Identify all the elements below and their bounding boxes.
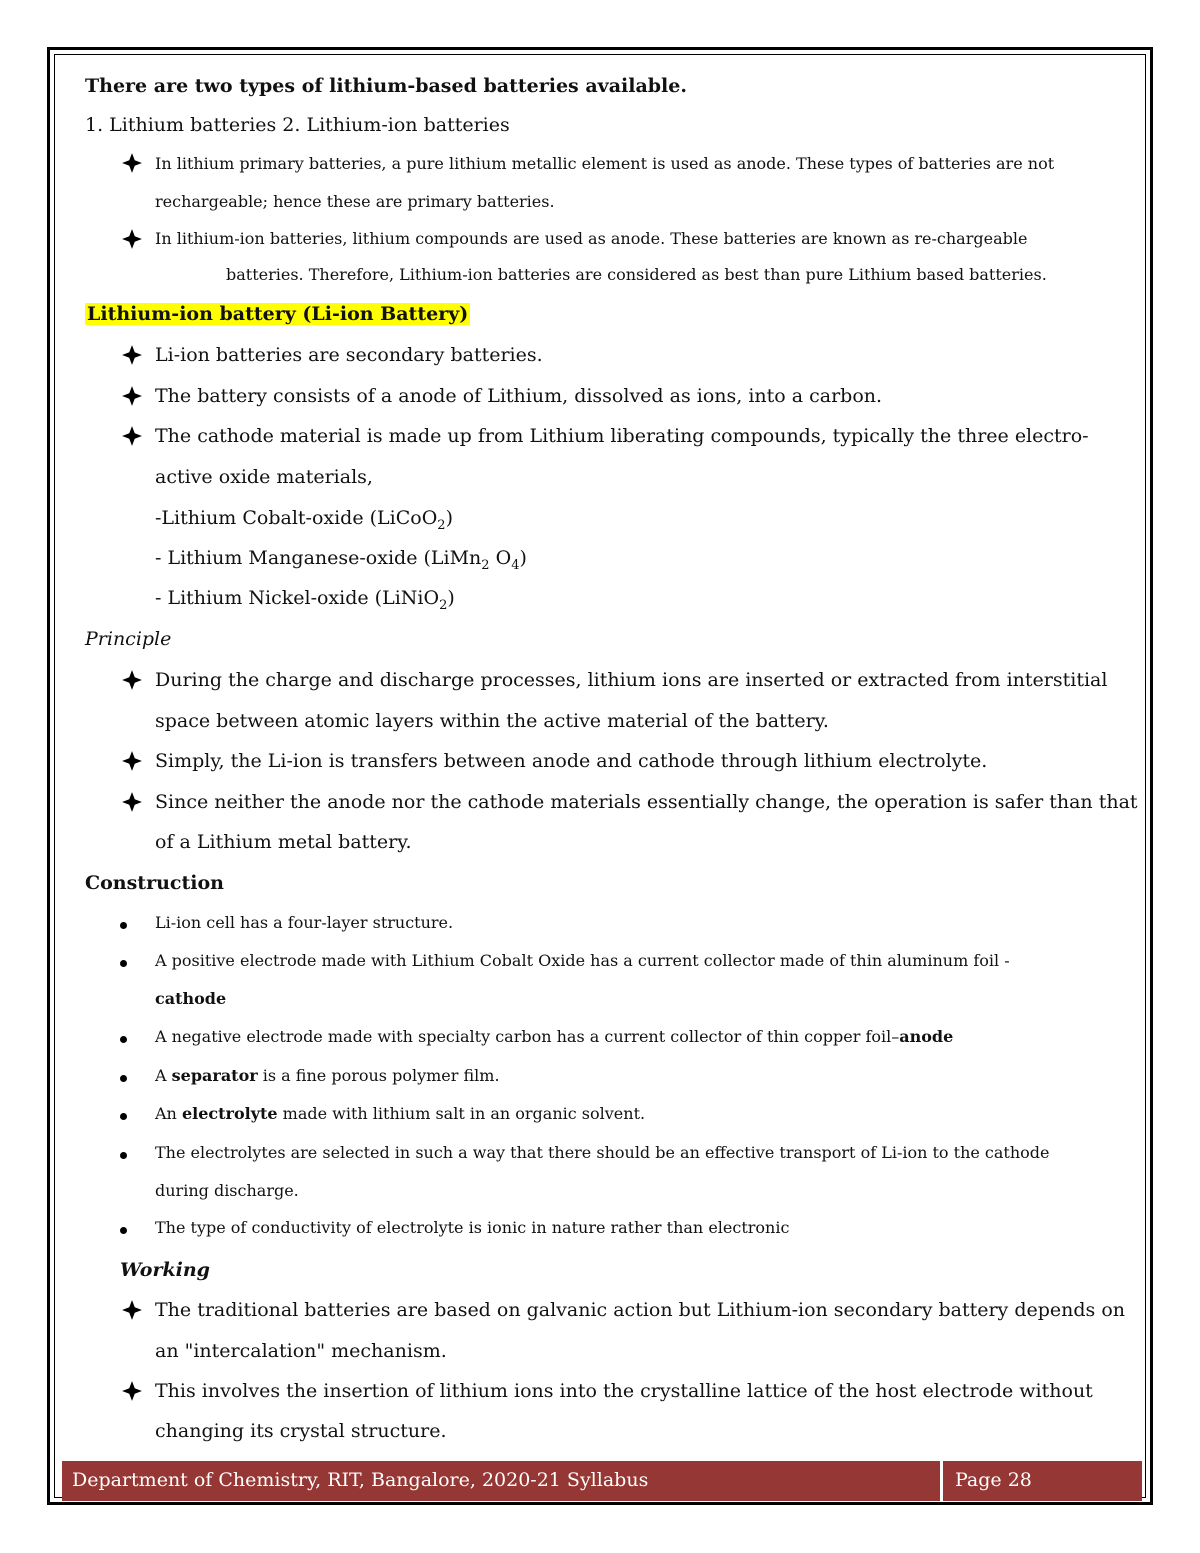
working-heading: Working — [120, 1259, 210, 1281]
ion-battery-text-1: In lithium-ion batteries, lithium compounds are used as anode. These batteries are known as re-chargeable — [155, 229, 1028, 248]
primary-battery-text-2: rechargeable; hence these are primary batteries. — [155, 192, 555, 211]
highlighted-heading: Lithium-ion battery (Li-ion Battery) — [87, 303, 469, 325]
round-bullet-icon — [120, 1075, 127, 1082]
diamond-bullet-icon — [121, 1299, 143, 1321]
construction-item-3: A negative electrode made with specialty carbon has a current collector of thin copper foil–anode — [155, 1027, 954, 1046]
round-bullet-icon — [120, 1152, 127, 1159]
battery-types-line: 1. Lithium batteries 2. Lithium-ion batteries — [85, 114, 510, 136]
footer-page-number: Page 28 — [955, 1469, 1032, 1491]
working-bullet-2-line-2: changing its crystal structure. — [155, 1420, 447, 1442]
construction-item-5: An electrolyte made with lithium salt in an organic solvent. — [155, 1104, 646, 1123]
footer-department: Department of Chemistry, RIT, Bangalore, 2020-21 Syllabus — [72, 1469, 649, 1491]
diamond-bullet-icon — [121, 425, 143, 447]
principle-bullet-2: Simply, the Li-ion is transfers between anode and cathode through lithium electrolyte. — [155, 750, 988, 772]
primary-battery-text-1: In lithium primary batteries, a pure lithium metallic element is used as anode. These types of batteries are not — [155, 154, 1055, 173]
construction-item-6-line-2: during discharge. — [155, 1181, 299, 1200]
working-bullet-1-line-1: The traditional batteries are based on galvanic action but Lithium-ion secondary battery depends on — [155, 1299, 1126, 1321]
page-footer — [62, 1461, 1142, 1501]
ion-battery-text-2: batteries. Therefore, Lithium-ion batteries are considered as best than pure Lithium based batteries. — [226, 265, 1047, 284]
round-bullet-icon — [120, 1113, 127, 1120]
construction-item-7: The type of conductivity of electrolyte is ionic in nature rather than electronic — [155, 1218, 790, 1237]
diamond-bullet-icon — [121, 1380, 143, 1402]
diamond-bullet-icon — [121, 750, 143, 772]
construction-heading: Construction — [85, 872, 224, 894]
diamond-bullet-icon — [121, 669, 143, 691]
principle-bullet-3-line-2: of a Lithium metal battery. — [155, 831, 412, 853]
construction-item-2-line-1: A positive electrode made with Lithium Cobalt Oxide has a current collector made of thin aluminum foil - — [155, 951, 1010, 970]
working-bullet-1-line-2: an "intercalation" mechanism. — [155, 1340, 447, 1362]
diamond-bullet-icon — [121, 791, 143, 813]
working-bullet-2-line-1: This involves the insertion of lithium ions into the crystalline lattice of the host electrode without — [155, 1380, 1093, 1402]
liion-bullet-1: Li-ion batteries are secondary batteries. — [155, 344, 543, 366]
oxide-nickel: - Lithium Nickel-oxide (LiNiO$_2$) — [155, 587, 455, 613]
principle-bullet-1-line-1: During the charge and discharge processes, lithium ions are inserted or extracted from interstitial — [155, 669, 1108, 691]
construction-item-4: A separator is a fine porous polymer film. — [155, 1066, 500, 1085]
construction-item-2-line-2: cathode — [155, 989, 227, 1008]
intro-heading: There are two types of lithium-based batteries available. — [85, 75, 687, 97]
round-bullet-icon — [120, 1036, 127, 1043]
liion-heading — [85, 303, 470, 325]
footer-divider — [940, 1461, 943, 1501]
liion-bullet-3-line-2: active oxide materials, — [155, 466, 373, 488]
round-bullet-icon — [120, 1227, 127, 1234]
liion-bullet-3-line-1: The cathode material is made up from Lithium liberating compounds, typically the three electro- — [155, 425, 1089, 447]
construction-item-1: Li-ion cell has a four-layer structure. — [155, 913, 454, 932]
diamond-bullet-icon — [121, 228, 143, 250]
construction-item-6-line-1: The electrolytes are selected in such a way that there should be an effective transport of Li-ion to the cathode — [155, 1143, 1050, 1162]
oxide-cobalt: -Lithium Cobalt-oxide (LiCoO$_2$) — [155, 507, 453, 533]
diamond-bullet-icon — [121, 344, 143, 366]
liion-bullet-2: The battery consists of a anode of Lithium, dissolved as ions, into a carbon. — [155, 385, 883, 407]
principle-heading: Principle — [85, 628, 172, 650]
principle-bullet-1-line-2: space between atomic layers within the active material of the battery. — [155, 710, 829, 732]
oxide-manganese: - Lithium Manganese-oxide (LiMn$_2$ $O_4$) — [155, 547, 527, 573]
diamond-bullet-icon — [121, 152, 143, 174]
principle-bullet-3-line-1: Since neither the anode nor the cathode materials essentially change, the operation is safer than that — [155, 791, 1138, 813]
round-bullet-icon — [120, 960, 127, 967]
round-bullet-icon — [120, 922, 127, 929]
diamond-bullet-icon — [121, 385, 143, 407]
